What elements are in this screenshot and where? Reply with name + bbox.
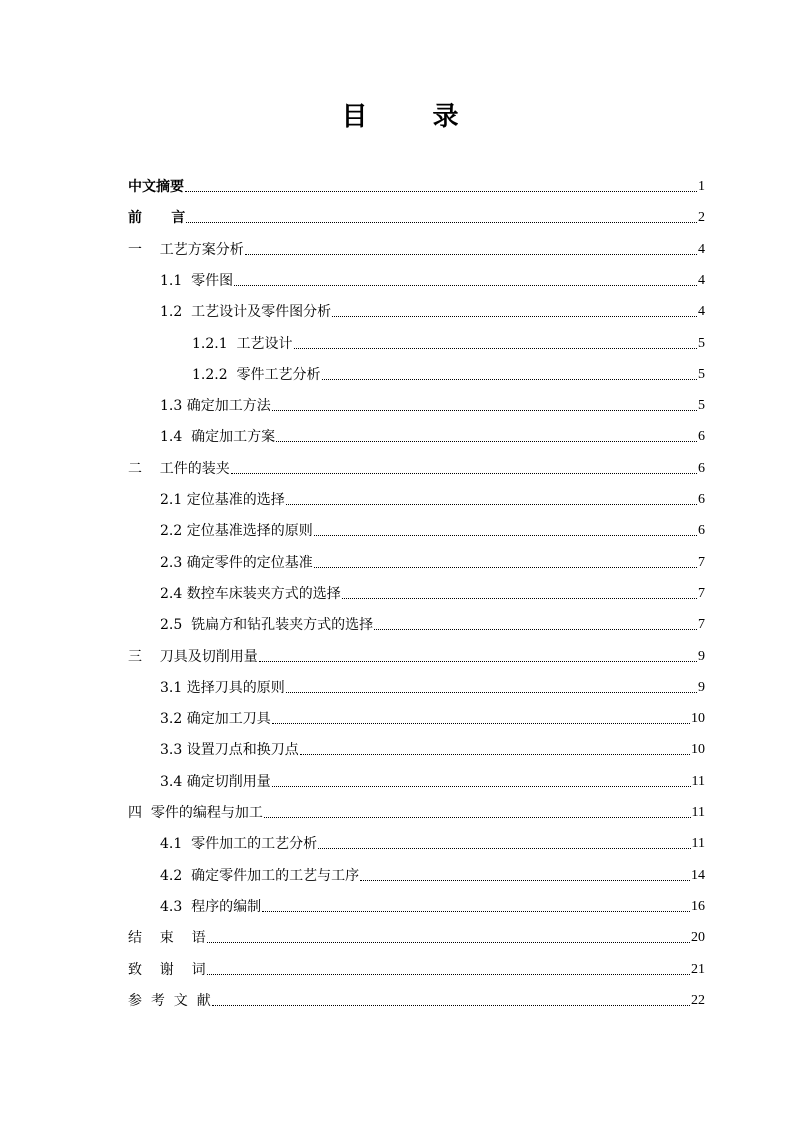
toc-entry-page-number: 7 — [698, 555, 705, 570]
toc-entry-label: 1.4 确定加工方案 — [160, 429, 276, 445]
toc-dot-leader — [245, 254, 697, 255]
toc-entry-label: 1.2.1 工艺设计 — [192, 336, 293, 352]
toc-entry-label: 3.2 确定加工刀具 — [160, 711, 271, 727]
toc-dot-leader — [360, 880, 690, 881]
toc-entry-page-number: 6 — [698, 492, 705, 507]
toc-entry-page-number: 4 — [698, 273, 705, 288]
toc-dot-leader — [294, 348, 697, 349]
toc-entry-page-number: 9 — [698, 649, 705, 664]
toc-entry-label: 1.2 工艺设计及零件图分析 — [160, 304, 332, 320]
toc-entry — [160, 859, 705, 885]
toc-dot-leader — [262, 911, 690, 912]
toc-entry-page-number: 20 — [691, 930, 705, 945]
toc-dot-leader — [272, 723, 690, 724]
toc-entry-page-number: 14 — [691, 868, 705, 883]
toc-entry — [160, 420, 705, 446]
toc-entry — [160, 827, 705, 853]
toc-entry-label: 1.3 确定加工方法 — [160, 398, 271, 414]
toc-entry-page-number: 5 — [698, 398, 705, 413]
toc-entry-label: 2.3 确定零件的定位基准 — [160, 555, 313, 571]
toc-entry — [160, 765, 705, 791]
toc-dot-leader — [259, 661, 697, 662]
toc-dot-leader — [207, 974, 690, 975]
toc-entry-page-number: 16 — [691, 899, 705, 914]
toc-dot-leader — [231, 473, 697, 474]
toc-dot-leader — [272, 786, 691, 787]
toc-dot-leader — [322, 379, 697, 380]
toc-entry-label: 3.3 设置刀点和换刀点 — [160, 742, 299, 758]
toc-entry-label: 前 言 — [128, 210, 186, 226]
toc-entry — [128, 921, 705, 947]
toc-entry-label: 参 考 文 献 — [128, 993, 211, 1009]
toc-dot-leader — [314, 567, 697, 568]
toc-entry — [128, 233, 705, 259]
toc-entry — [128, 953, 705, 979]
toc-entry — [128, 452, 705, 478]
toc-entry-label: 结 束 语 — [128, 930, 206, 946]
toc-entry-label: 2.2 定位基准选择的原则 — [160, 523, 313, 539]
toc-entry — [160, 890, 705, 916]
toc-entry-page-number: 4 — [698, 304, 705, 319]
toc-entry-label: 1.1 零件图 — [160, 273, 234, 289]
toc-entry-page-number: 5 — [698, 336, 705, 351]
toc-entry-label: 4.1 零件加工的工艺分析 — [160, 836, 318, 852]
toc-entry-label: 3.4 确定切削用量 — [160, 774, 271, 790]
toc-dot-leader — [300, 754, 690, 755]
toc-entry — [160, 608, 705, 634]
toc-entry-label: 1.2.2 零件工艺分析 — [192, 367, 321, 383]
toc-dot-leader — [234, 285, 697, 286]
toc-entry — [160, 546, 705, 572]
toc-entry — [128, 201, 705, 227]
toc-entry-page-number: 1 — [698, 179, 705, 194]
toc-entry-label: 2.4 数控车床装夹方式的选择 — [160, 586, 341, 602]
toc-dot-leader — [276, 441, 697, 442]
toc-entry-label: 一 工艺方案分析 — [128, 242, 244, 258]
toc-dot-leader — [186, 222, 697, 223]
toc-dot-leader — [272, 410, 697, 411]
toc-entry-label: 致 谢 词 — [128, 962, 206, 978]
toc-entry-page-number: 11 — [691, 805, 705, 820]
toc-dot-leader — [314, 535, 697, 536]
toc-dot-leader — [207, 942, 690, 943]
toc-entry-page-number: 6 — [698, 523, 705, 538]
toc-entry-label: 4.3 程序的编制 — [160, 899, 262, 915]
toc-entry-page-number: 9 — [698, 680, 705, 695]
toc-dot-leader — [264, 817, 691, 818]
toc-entry-page-number: 7 — [698, 586, 705, 601]
toc-entry-page-number: 4 — [698, 242, 705, 257]
toc-entry-page-number: 11 — [691, 774, 705, 789]
toc-dot-leader — [342, 598, 697, 599]
toc-entry — [192, 327, 705, 353]
toc-entry — [128, 170, 705, 196]
toc-entry — [128, 984, 705, 1010]
toc-entry-label: 三 刀具及切削用量 — [128, 649, 258, 665]
toc-entry — [160, 733, 705, 759]
toc-entry-label: 2.5 铣扁方和钻孔装夹方式的选择 — [160, 617, 374, 633]
toc-entry-label: 四 零件的编程与加工 — [128, 805, 263, 821]
toc-entry — [160, 671, 705, 697]
toc-entry — [160, 514, 705, 540]
toc-entry-page-number: 10 — [691, 711, 705, 726]
toc-entry-label: 2.1 定位基准的选择 — [160, 492, 285, 508]
toc-entry — [160, 702, 705, 728]
toc-entry-page-number: 22 — [691, 993, 705, 1008]
toc-dot-leader — [212, 1005, 690, 1006]
toc-entry — [192, 358, 705, 384]
toc-entry-page-number: 2 — [698, 210, 705, 225]
toc-entry — [160, 483, 705, 509]
toc-entry — [128, 640, 705, 666]
toc-entry — [160, 264, 705, 290]
toc-dot-leader — [332, 316, 697, 317]
toc-entry-label: 二 工件的装夹 — [128, 461, 230, 477]
toc-entry — [160, 389, 705, 415]
toc-dot-leader — [318, 848, 690, 849]
toc-entry-page-number: 11 — [691, 836, 705, 851]
toc-entry-page-number: 5 — [698, 367, 705, 382]
toc-entry-page-number: 21 — [691, 962, 705, 977]
toc-dot-leader — [286, 692, 697, 693]
toc-entry — [128, 796, 705, 822]
toc-dot-leader — [286, 504, 697, 505]
toc-entry-page-number: 6 — [698, 461, 705, 476]
toc-dot-leader — [374, 629, 697, 630]
toc-entry-page-number: 10 — [691, 742, 705, 757]
toc-entry-label: 3.1 选择刀具的原则 — [160, 680, 285, 696]
page-title: 目 录 — [341, 102, 487, 132]
toc-entry-page-number: 6 — [698, 429, 705, 444]
toc-entry — [160, 295, 705, 321]
toc-entry-label: 4.2 确定零件加工的工艺与工序 — [160, 868, 360, 884]
toc-entry-label: 中文摘要 — [128, 179, 184, 195]
toc-entry-page-number: 7 — [698, 617, 705, 632]
toc-entry — [160, 577, 705, 603]
toc-dot-leader — [185, 191, 697, 192]
